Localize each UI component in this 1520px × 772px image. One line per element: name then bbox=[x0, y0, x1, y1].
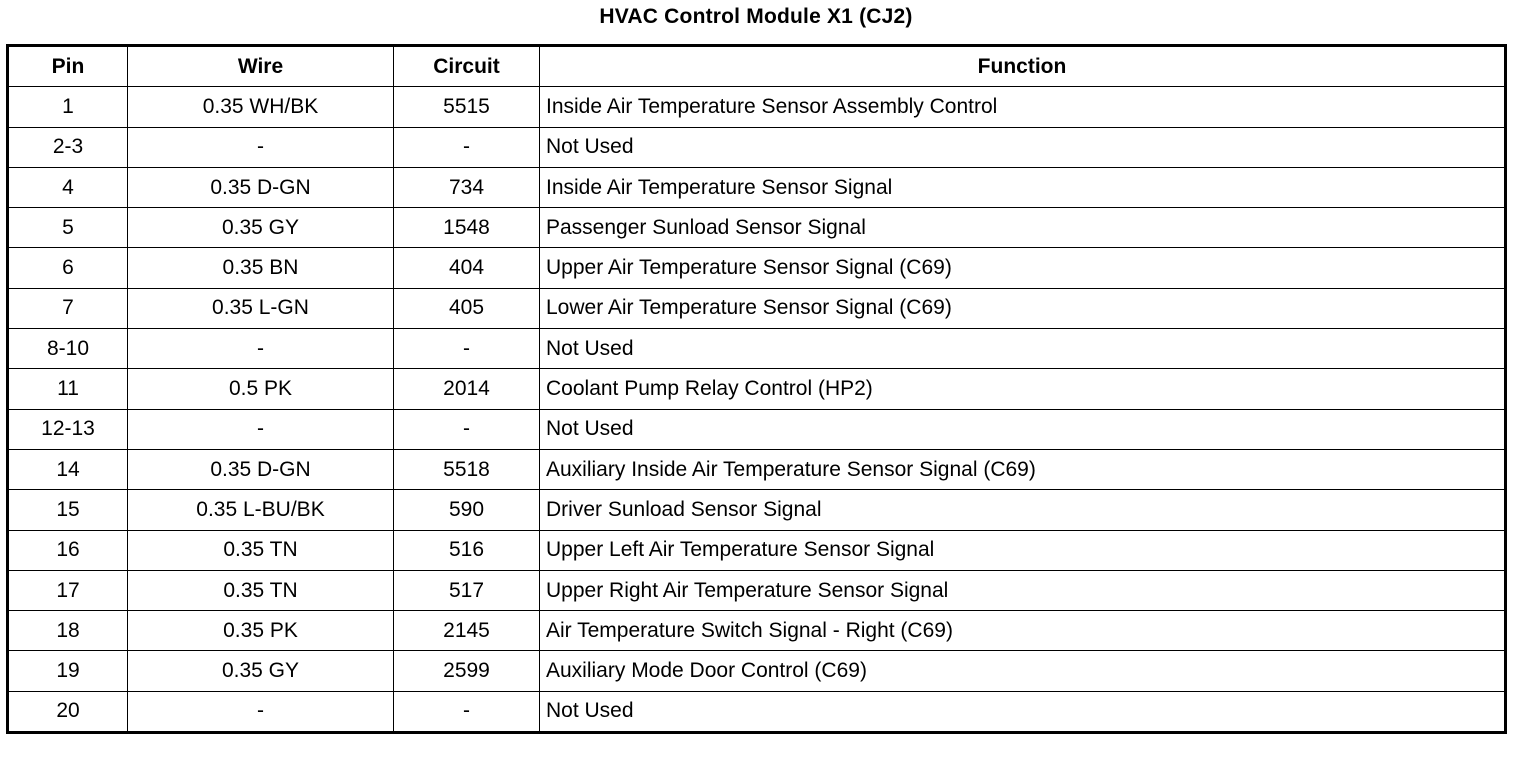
function-cell: Inside Air Temperature Sensor Signal bbox=[540, 167, 1506, 207]
wire-cell: 0.35 PK bbox=[128, 611, 394, 651]
table-row bbox=[8, 87, 1506, 127]
wire-cell: 0.35 D-GN bbox=[128, 449, 394, 489]
pinout-table-body bbox=[8, 87, 1506, 733]
header-pin: Pin bbox=[8, 46, 128, 87]
circuit-cell: 517 bbox=[394, 570, 540, 610]
pin-cell: 17 bbox=[8, 570, 128, 610]
function-cell: Not Used bbox=[540, 329, 1506, 369]
wire-cell: 0.35 GY bbox=[128, 651, 394, 691]
table-row bbox=[8, 570, 1506, 610]
circuit-cell: 2599 bbox=[394, 651, 540, 691]
function-cell: Coolant Pump Relay Control (HP2) bbox=[540, 369, 1506, 409]
circuit-cell: 590 bbox=[394, 490, 540, 530]
table-row bbox=[8, 490, 1506, 530]
pin-cell: 2-3 bbox=[8, 127, 128, 167]
wire-cell: 0.35 L-GN bbox=[128, 288, 394, 328]
circuit-cell: 516 bbox=[394, 530, 540, 570]
circuit-cell: 1548 bbox=[394, 208, 540, 248]
pin-cell: 12-13 bbox=[8, 409, 128, 449]
circuit-cell: - bbox=[394, 691, 540, 732]
table-row bbox=[8, 167, 1506, 207]
table-header-row bbox=[8, 46, 1506, 87]
function-cell: Upper Air Temperature Sensor Signal (C69) bbox=[540, 248, 1506, 288]
pin-cell: 1 bbox=[8, 87, 128, 127]
pin-cell: 6 bbox=[8, 248, 128, 288]
table-row bbox=[8, 208, 1506, 248]
wire-cell: 0.35 D-GN bbox=[128, 167, 394, 207]
wire-cell: - bbox=[128, 329, 394, 369]
circuit-cell: 2145 bbox=[394, 611, 540, 651]
table-row bbox=[8, 127, 1506, 167]
table-row bbox=[8, 449, 1506, 489]
header-wire: Wire bbox=[128, 46, 394, 87]
wire-cell: 0.35 TN bbox=[128, 570, 394, 610]
table-row bbox=[8, 248, 1506, 288]
circuit-cell: - bbox=[394, 127, 540, 167]
function-cell: Lower Air Temperature Sensor Signal (C69) bbox=[540, 288, 1506, 328]
circuit-cell: - bbox=[394, 329, 540, 369]
document-title: HVAC Control Module X1 (CJ2) bbox=[599, 5, 913, 28]
wire-cell: 0.35 GY bbox=[128, 208, 394, 248]
circuit-cell: 404 bbox=[394, 248, 540, 288]
wire-cell: - bbox=[128, 409, 394, 449]
wire-cell: - bbox=[128, 127, 394, 167]
circuit-cell: - bbox=[394, 409, 540, 449]
wire-cell: 0.35 WH/BK bbox=[128, 87, 394, 127]
wire-cell: 0.35 TN bbox=[128, 530, 394, 570]
table-row bbox=[8, 691, 1506, 732]
table-row bbox=[8, 530, 1506, 570]
pin-cell: 5 bbox=[8, 208, 128, 248]
function-cell: Auxiliary Inside Air Temperature Sensor Signal (C69) bbox=[540, 449, 1506, 489]
function-cell: Auxiliary Mode Door Control (C69) bbox=[540, 651, 1506, 691]
function-cell: Upper Right Air Temperature Sensor Signal bbox=[540, 570, 1506, 610]
pinout-table bbox=[6, 44, 1507, 734]
pin-cell: 7 bbox=[8, 288, 128, 328]
function-cell: Not Used bbox=[540, 409, 1506, 449]
function-cell: Driver Sunload Sensor Signal bbox=[540, 490, 1506, 530]
pin-cell: 14 bbox=[8, 449, 128, 489]
pin-cell: 11 bbox=[8, 369, 128, 409]
circuit-cell: 5515 bbox=[394, 87, 540, 127]
table-row bbox=[8, 369, 1506, 409]
circuit-cell: 405 bbox=[394, 288, 540, 328]
function-cell: Inside Air Temperature Sensor Assembly Control bbox=[540, 87, 1506, 127]
wire-cell: 0.5 PK bbox=[128, 369, 394, 409]
function-cell: Not Used bbox=[540, 691, 1506, 732]
circuit-cell: 2014 bbox=[394, 369, 540, 409]
wire-cell: 0.35 L-BU/BK bbox=[128, 490, 394, 530]
function-cell: Air Temperature Switch Signal - Right (C69) bbox=[540, 611, 1506, 651]
pin-cell: 15 bbox=[8, 490, 128, 530]
wire-cell: 0.35 BN bbox=[128, 248, 394, 288]
pin-cell: 4 bbox=[8, 167, 128, 207]
wire-cell: - bbox=[128, 691, 394, 732]
header-function: Function bbox=[540, 46, 1506, 87]
table-row bbox=[8, 651, 1506, 691]
pin-cell: 8-10 bbox=[8, 329, 128, 369]
table-row bbox=[8, 329, 1506, 369]
header-circuit: Circuit bbox=[394, 46, 540, 87]
pin-cell: 19 bbox=[8, 651, 128, 691]
function-cell: Upper Left Air Temperature Sensor Signal bbox=[540, 530, 1506, 570]
pin-cell: 16 bbox=[8, 530, 128, 570]
circuit-cell: 734 bbox=[394, 167, 540, 207]
pin-cell: 20 bbox=[8, 691, 128, 732]
table-row bbox=[8, 409, 1506, 449]
pin-cell: 18 bbox=[8, 611, 128, 651]
table-row bbox=[8, 288, 1506, 328]
circuit-cell: 5518 bbox=[394, 449, 540, 489]
function-cell: Passenger Sunload Sensor Signal bbox=[540, 208, 1506, 248]
function-cell: Not Used bbox=[540, 127, 1506, 167]
table-row bbox=[8, 611, 1506, 651]
